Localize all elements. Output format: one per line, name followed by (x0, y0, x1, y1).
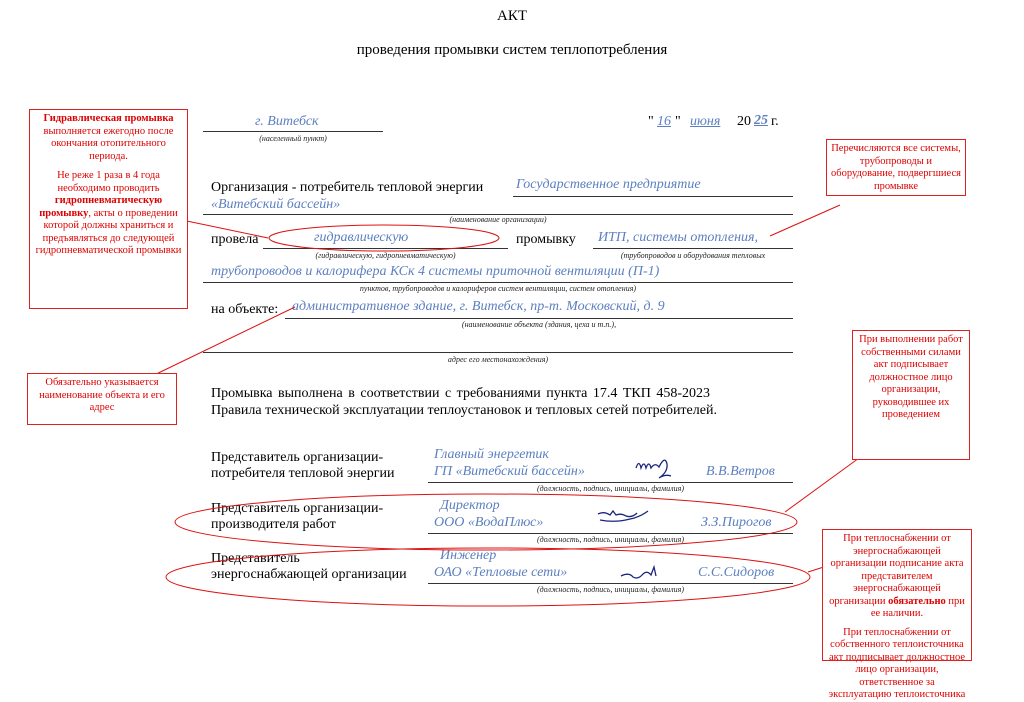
doc-title: АКТ (497, 8, 527, 24)
flush-type: гидравлическую (314, 230, 409, 245)
callout-supply-text-1: При теплоснабжении от энергоснабжающей организации подписание акта представителем энергоснабжающей организации (829, 533, 964, 607)
flush-type-caption: (гидравлическую, гидропневматическую) (315, 251, 456, 260)
supplier-label-1: Представитель (211, 551, 300, 566)
site-caption-1: (наименование объекта (здания, цеха и т.п.), (461, 320, 617, 329)
callout-hydraulic-text-3: , акты о проведении которой должны храниться и предъявляться до следующей гидропневматической промывки (35, 207, 182, 256)
callout-supply-text-2: при ее наличии. (870, 595, 965, 619)
doc-subtitle: проведения промывки систем теплопотребления (356, 42, 668, 58)
org-value-2: «Витебский бассейн» (211, 197, 341, 212)
flush-objects-2: трубопроводов и калорифера КСк 4 системы приточной вентиляции (П-1) (211, 264, 660, 279)
flush-objects-caption-2: пунктов, трубопроводов и калориферов систем вентиляции, систем отопления) (359, 284, 637, 293)
body-text-line-1: Промывка выполнена в соответствии с требованиями пункта 17.4 ТКП 458-2023 (211, 386, 710, 401)
callout-supply-text-3: При теплоснабжении от собственного теплоисточника акт подписывает должностное лицо организации, ответственное за эксплуатацию теплоисточника (828, 626, 966, 700)
callout-hydraulic (29, 109, 188, 309)
date-quote-open: " (648, 114, 654, 129)
supplier-label-2: энергоснабжающей организации (211, 567, 407, 582)
body-text-line-2: Правила технической эксплуатации теплоустановок и тепловых сетей потребителей. (211, 403, 717, 418)
callout-object: Обязательно указывается наименование объекта и его адрес (27, 373, 177, 425)
contractor-ellipse (175, 494, 797, 550)
flush-label-2: промывку (516, 232, 576, 247)
callout-systems: Перечисляются все системы, трубопроводы и оборудование, подвергшиеся промывке (826, 139, 966, 196)
callout-hydraulic-text-1: выполняется ежегодно после окончания отопительного периода. (43, 125, 174, 162)
consumer-org: ГП «Витебский бассейн» (434, 464, 585, 479)
signature-consumer (636, 460, 671, 478)
date-year-end: г. (771, 114, 779, 129)
consumer-position: Главный энергетик (434, 447, 549, 462)
contractor-position: Директор (440, 498, 500, 513)
consumer-caption: (должность, подпись, инициалы, фамилия) (536, 484, 685, 493)
supplier-org: ОАО «Тепловые сети» (434, 565, 568, 580)
callout-hydraulic-text-2: Не реже 1 раза в 4 года необходимо проводить (57, 170, 160, 194)
supplier-ellipse (166, 548, 810, 606)
callout-hydraulic-bold-2: гидропневматическую промывку (39, 195, 163, 219)
supplier-position: Инженер (440, 548, 497, 563)
supplier-caption: (должность, подпись, инициалы, фамилия) (536, 585, 685, 594)
org-label: Организация - потребитель тепловой энергии (211, 180, 484, 195)
consumer-name: В.В.Ветров (706, 464, 775, 479)
site-label: на объекте: (211, 302, 279, 317)
consumer-label-2: потребителя тепловой энергии (211, 466, 395, 481)
flush-objects-1: ИТП, системы отопления, (598, 230, 759, 245)
callout-own-forces: При выполнении работ собственными силами акт подписывает должностное лицо организации, руководившее их проведением (852, 330, 970, 460)
connector-systems (770, 205, 840, 236)
date-day: 16 (657, 114, 671, 129)
contractor-label-1: Представитель организации- (211, 501, 384, 516)
org-caption: (наименование организации) (449, 215, 547, 224)
contractor-label-2: производителя работ (211, 517, 336, 532)
connector-object (148, 307, 295, 378)
place-caption: (населенный пункт) (259, 134, 327, 143)
date-year-prefix: 20 (737, 114, 751, 129)
callout-supply-bold-1: обязательно (888, 595, 946, 607)
org-value-1: Государственное предприятие (516, 177, 701, 192)
contractor-org: ООО «ВодаПлюс» (434, 515, 544, 530)
callout-hydraulic-bold-1: Гидравлическая промывка (43, 113, 174, 124)
supplier-name: С.С.Сидоров (698, 565, 775, 580)
site-caption-2: адрес его местонахождения) (447, 355, 549, 364)
contractor-caption: (должность, подпись, инициалы, фамилия) (536, 535, 685, 544)
contractor-name: З.З.Пирогов (701, 515, 772, 530)
place-value: г. Витебск (255, 114, 319, 129)
flush-objects-caption-1: (трубопроводов и оборудования тепловых (620, 251, 766, 260)
date-year-suffix: 25 (754, 113, 768, 128)
site-value: административное здание, г. Витебск, пр-т. Московский, д. 9 (292, 299, 665, 314)
flush-label-1: провела (211, 232, 259, 247)
signature-contractor (598, 511, 648, 521)
flush-type-ellipse (269, 225, 499, 251)
date-quote-close: " (675, 114, 681, 129)
connector-hydraulic (182, 220, 268, 238)
consumer-label-1: Представитель организации- (211, 450, 384, 465)
callout-supply (822, 529, 972, 700)
date-month: июня (690, 114, 721, 129)
signature-supplier (621, 567, 656, 578)
